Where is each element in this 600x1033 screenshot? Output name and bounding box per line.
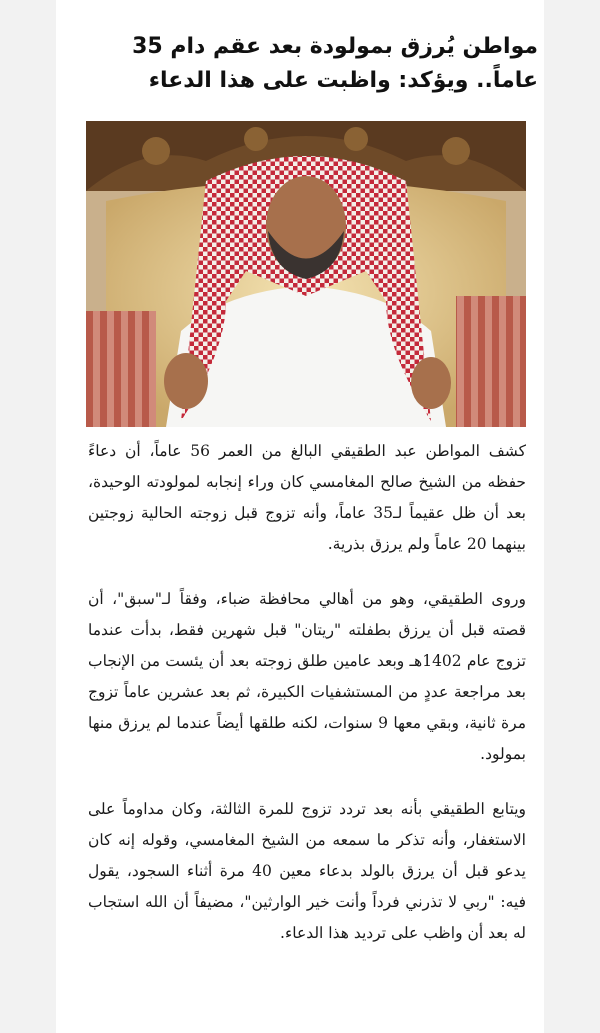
article-body xyxy=(88,436,526,973)
article-paragraph-1: كشف المواطن عبد الطقيقي البالغ من العمر 56 عاماً، أن دعاءً حفظه من الشيخ صالح المغامسي كان وراء إنجابه لمولودته الوحيدة، بعد أن ظل عقيماً لـ35 عاماً، وأنه تزوج قبل زوجته الحالية زوجتين بينهما 20 عاماً ولم يرزق بذرية. xyxy=(88,442,526,553)
article-page xyxy=(56,0,544,1033)
man-in-red-shemagh-photo xyxy=(86,121,526,427)
article-headline: مواطن يُرزق بمولودة بعد عقم دام 35 عاماً.. ويؤكد: واظبت على هذا الدعاء xyxy=(132,34,538,93)
article-paragraph-2: وروى الطقيقي، وهو من أهالي محافظة ضباء، وفقاً لـ"سبق"، أن قصته قبل أن يرزق بطفلته "ريتان" قبل شهرين فقط، بدأت عندما تزوج عام 1402هـ وبعد عامين طلق زوجته بعد أن يئست من الإنجاب بعد مراجعة عددٍ من المستشفيات الكبيرة، ثم بعد عشرين عاماً تزوج مرة ثانية، وبقي معها 9 سنوات، لكنه طلقها أيضاً عندما لم يرزق منها بمولود. xyxy=(88,590,527,763)
article-paragraph-3: ويتابع الطقيقي بأنه بعد تردد تزوج للمرة الثالثة، وكان مداوماً على الاستغفار، وأنه تذكر ما سمعه من الشيخ المغامسي، وقوله إنه كان يدعو قبل أن يرزق بالولد بدعاء معين 40 مرة أثناء السجود، يقول فيه: "ربي لا تذرني فرداً وأنت خير الوارثين"، مضيفاً أن الله استجاب له بعد أن واظب على ترديد هذا الدعاء. xyxy=(88,800,526,942)
article-photo xyxy=(86,121,526,427)
